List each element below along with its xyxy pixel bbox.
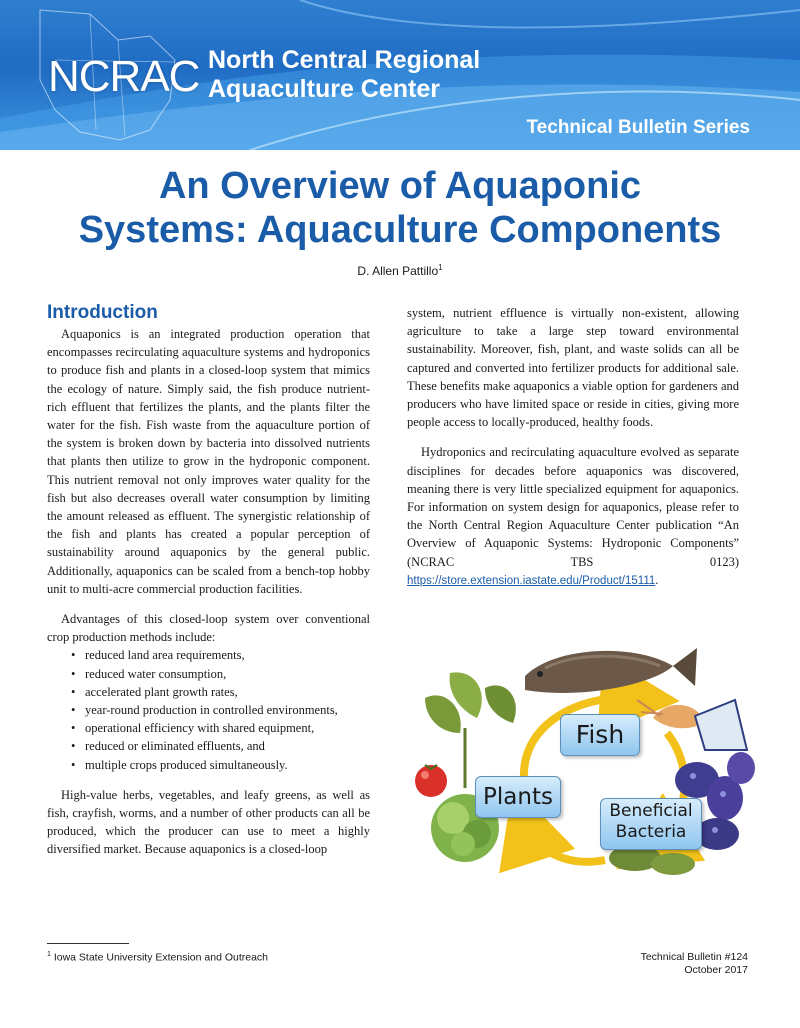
- right-paragraph-2-text: Hydroponics and recirculating aquaculture evolved as separate disciplines for decades before aquaponics was discovered, meaning there is very little specialized equipment for aquaponics. For information on system design for aquaponics, please refer to the North Central Region Aquaculture Center publication “An Overview of Aquaponic Systems: Hydroponic Components” (NCRAC TBS 0123): [407, 445, 739, 569]
- footnote-mark: 1: [47, 951, 51, 958]
- org-name-line2: Aquaculture Center: [208, 75, 440, 103]
- intro-paragraph-3: High-value herbs, vegetables, and leafy greens, as well as fish, crayfish, worms, and a number of other products can all be produced, which the producer can use to meet a highly diversified market. Because aquaponics is a closed-loop: [47, 787, 370, 857]
- bacteria-label-line1: Beneficial: [609, 801, 693, 821]
- cycle-arrow: [525, 823, 605, 862]
- ncrac-logo: NCRAC: [48, 52, 200, 101]
- list-item: • multiple crops produced simultaneously.: [71, 756, 370, 774]
- bacteria-label-line2: Bacteria: [615, 822, 687, 842]
- author-footnote-mark: 1: [438, 263, 443, 272]
- footnote-divider: [47, 943, 129, 944]
- document-title: [0, 164, 800, 252]
- author-line: [0, 263, 800, 278]
- list-item: • reduced or eliminated effluents, and: [71, 737, 370, 755]
- tomato-illustration: [415, 765, 447, 797]
- list-item: • reduced water consumption,: [71, 665, 370, 683]
- bacteria-label: [600, 798, 702, 850]
- plants-label: Plants: [475, 776, 561, 818]
- link-period: .: [655, 572, 659, 587]
- list-item: • reduced land area requirements,: [71, 646, 370, 664]
- advantages-list: [47, 646, 370, 773]
- intro-paragraph-1: Aquaponics is an integrated production operation that encompasses recirculating aquaculture systems and hydroponics to produce fish and plants in a closed-loop system that mimics the ecology of nature. Simply said, the fish produce nutrient-rich effluent that fertilizes the plants, and the plants filter the water for the fish. Fish waste from the aquaculture portion of the system is broken down by bacteria into dissolved nutrients that plants then utilize to grow in the hydroponic component. This nutrient removal not only improves water quality for the fish but also decreases overall water consumption by limiting the amount released as effluent. The synergistic relationship of the fish and plants has created a popular perception of sustainability around aquaponics by the general public. Additionally, aquaponics can be scaled from a bench-top hobby unit to multi-acre commercial production facilities.: [47, 327, 370, 596]
- shrimp-illustration: [637, 700, 705, 728]
- left-column: [47, 302, 370, 859]
- org-name-line1: North Central Regional: [208, 46, 481, 74]
- net-illustration: [695, 700, 747, 750]
- bulletin-number: Technical Bulletin #124: [640, 951, 748, 963]
- footnote: [47, 951, 268, 964]
- fish-label: Fish: [560, 714, 640, 756]
- bulletin-date: October 2017: [684, 964, 748, 976]
- aquaponics-cycle-diagram: [405, 638, 757, 888]
- header-banner: [0, 0, 800, 150]
- right-column: [407, 304, 739, 590]
- right-paragraph-1: system, nutrient effluence is virtually non-existent, allowing agriculture to take a large step toward environmental sustainability. Moreover, fish, plant, and waste solids can all be captured and converted into fertilizer products for additional sale. These benefits make aquaponics a viable option for gardeners and producers who have limited space or reside in cities, giving more people access to locally-produced, healthy foods.: [407, 306, 739, 430]
- right-paragraph-2: [407, 443, 739, 590]
- title-line2: Systems: Aquaculture Components: [78, 209, 722, 251]
- list-item: • year-round production in controlled environments,: [71, 701, 370, 719]
- footnote-text: Iowa State University Extension and Outreach: [53, 951, 269, 964]
- author-name: D. Allen Pattillo: [357, 264, 439, 278]
- series-label: Technical Bulletin Series: [526, 117, 750, 138]
- list-item: • accelerated plant growth rates,: [71, 683, 370, 701]
- diagram-illustration: [405, 638, 757, 888]
- intro-paragraph-2: Advantages of this closed-loop system over conventional crop production methods include:: [47, 612, 370, 645]
- bulletin-info: [641, 951, 748, 977]
- introduction-heading: Introduction: [47, 302, 158, 323]
- list-item: • operational efficiency with shared equipment,: [71, 719, 370, 737]
- fish-illustration: [525, 648, 697, 693]
- product-link[interactable]: https://store.extension.iastate.edu/Product/15111: [407, 574, 656, 587]
- title-line1: An Overview of Aquaponic: [158, 165, 642, 207]
